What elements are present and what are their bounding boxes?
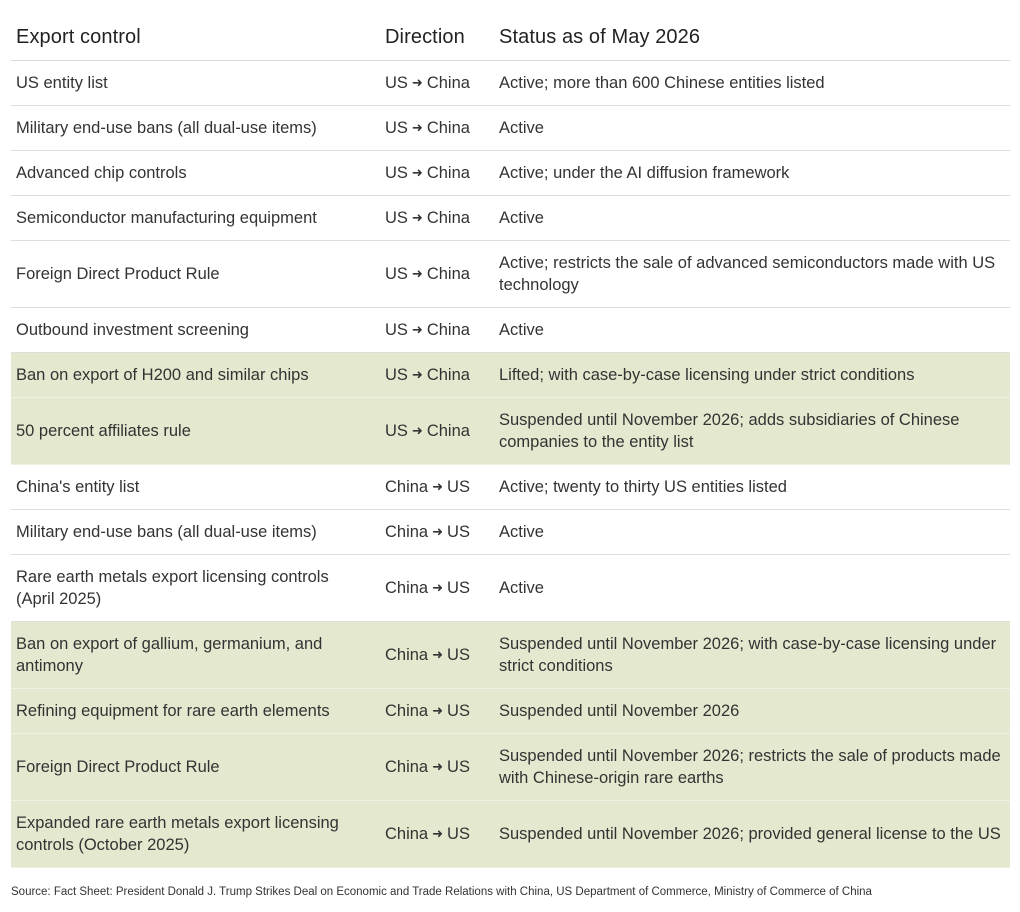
table-row (11, 465, 1010, 510)
export-controls-table (11, 13, 1010, 868)
direction-cell (381, 364, 494, 387)
direction-to: US (447, 578, 470, 597)
direction-from: China (385, 701, 429, 720)
direction-to: US (447, 824, 470, 843)
direction-to: China (426, 320, 470, 339)
status-cell: Active (499, 321, 544, 339)
status-cell: Lifted; with case-by-case licensing under strict conditions (499, 366, 915, 384)
direction-to: China (426, 264, 470, 283)
status-cell: Active (499, 119, 544, 137)
control-cell: Ban on export of gallium, germanium, and antimony (16, 635, 323, 675)
direction-to: China (426, 163, 470, 182)
control-cell: Advanced chip controls (16, 164, 187, 182)
table-row-highlighted (11, 398, 1010, 465)
source-note: Source: Fact Sheet: President Donald J. Trump Strikes Deal on Economic and Trade Relations with China, US Department of Commerce, Ministry of Commerce of China (11, 886, 872, 898)
direction-cell (381, 700, 494, 723)
direction-from: US (385, 264, 408, 283)
arrow-right-icon: ➜ (432, 478, 444, 494)
direction-cell (381, 420, 494, 443)
table-row-highlighted (11, 353, 1010, 398)
direction-from: China (385, 645, 429, 664)
control-cell: Outbound investment screening (16, 321, 249, 339)
direction-from: China (385, 824, 429, 843)
direction-from: US (385, 421, 408, 440)
arrow-right-icon: ➜ (411, 321, 423, 337)
direction-to: US (447, 477, 470, 496)
direction-cell (381, 117, 494, 140)
arrow-right-icon: ➜ (432, 702, 444, 718)
status-cell: Active (499, 579, 544, 597)
direction-from: US (385, 320, 408, 339)
table-row-highlighted (11, 622, 1010, 689)
direction-to: US (447, 522, 470, 541)
table-row-highlighted (11, 689, 1010, 734)
status-cell: Active; more than 600 Chinese entities listed (499, 74, 825, 92)
table-row-highlighted (11, 734, 1010, 801)
direction-cell (381, 476, 494, 499)
direction-from: China (385, 522, 429, 541)
arrow-right-icon: ➜ (432, 646, 444, 662)
direction-cell (381, 263, 494, 286)
status-cell: Active (499, 209, 544, 227)
direction-to: China (426, 73, 470, 92)
direction-to: US (447, 645, 470, 664)
control-cell: Foreign Direct Product Rule (16, 265, 220, 283)
control-cell: Semiconductor manufacturing equipment (16, 209, 317, 227)
header-direction: Direction (385, 25, 465, 48)
direction-to: China (426, 365, 470, 384)
arrow-right-icon: ➜ (411, 119, 423, 135)
status-cell: Active (499, 523, 544, 541)
status-cell: Suspended until November 2026; restricts the sale of products made with Chinese-origin rare earths (499, 747, 1001, 787)
status-cell: Active; twenty to thirty US entities listed (499, 478, 787, 496)
arrow-right-icon: ➜ (411, 366, 423, 382)
status-cell: Suspended until November 2026; provided general license to the US (499, 825, 1001, 843)
direction-from: US (385, 208, 408, 227)
header-export-control: Export control (16, 25, 141, 48)
direction-cell (381, 521, 494, 544)
direction-to: US (447, 701, 470, 720)
direction-from: US (385, 163, 408, 182)
arrow-right-icon: ➜ (432, 579, 444, 595)
control-cell: US entity list (16, 74, 108, 92)
arrow-right-icon: ➜ (411, 164, 423, 180)
table-row (11, 61, 1010, 106)
table-row (11, 555, 1010, 622)
direction-cell (381, 756, 494, 779)
status-cell: Active; under the AI diffusion framework (499, 164, 790, 182)
direction-to: China (426, 118, 470, 137)
arrow-right-icon: ➜ (411, 422, 423, 438)
direction-to: China (426, 208, 470, 227)
direction-cell (381, 72, 494, 95)
direction-to: China (426, 421, 470, 440)
status-cell: Suspended until November 2026; with case-by-case licensing under strict conditions (499, 635, 997, 675)
header-status: Status as of May 2026 (499, 25, 701, 48)
direction-cell (381, 207, 494, 230)
table-row (11, 196, 1010, 241)
direction-to: US (447, 757, 470, 776)
status-cell: Suspended until November 2026 (499, 702, 740, 720)
table-row (11, 106, 1010, 151)
control-cell: 50 percent affiliates rule (16, 422, 191, 440)
table-row (11, 241, 1010, 308)
direction-cell (381, 319, 494, 342)
control-cell: Military end-use bans (all dual-use items) (16, 119, 317, 137)
table-row (11, 510, 1010, 555)
arrow-right-icon: ➜ (432, 758, 444, 774)
direction-from: China (385, 578, 429, 597)
control-cell: Foreign Direct Product Rule (16, 758, 220, 776)
direction-from: US (385, 73, 408, 92)
direction-from: China (385, 477, 429, 496)
control-cell: Rare earth metals export licensing controls (April 2025) (16, 568, 329, 608)
direction-cell (381, 823, 494, 846)
direction-cell (381, 644, 494, 667)
status-cell: Suspended until November 2026; adds subsidiaries of Chinese companies to the entity list (499, 411, 960, 451)
control-cell: Refining equipment for rare earth elements (16, 702, 330, 720)
arrow-right-icon: ➜ (432, 523, 444, 539)
arrow-right-icon: ➜ (411, 74, 423, 90)
control-cell: China's entity list (16, 478, 140, 496)
table-row (11, 308, 1010, 353)
table-header (11, 13, 1010, 61)
control-cell: Military end-use bans (all dual-use items) (16, 523, 317, 541)
arrow-right-icon: ➜ (411, 209, 423, 225)
control-cell: Expanded rare earth metals export licensing controls (October 2025) (16, 814, 339, 854)
arrow-right-icon: ➜ (432, 825, 444, 841)
status-cell: Active; restricts the sale of advanced semiconductors made with US technology (499, 254, 996, 294)
direction-from: US (385, 365, 408, 384)
control-cell: Ban on export of H200 and similar chips (16, 366, 309, 384)
table-row (11, 151, 1010, 196)
direction-cell (381, 162, 494, 185)
direction-from: China (385, 757, 429, 776)
arrow-right-icon: ➜ (411, 265, 423, 281)
direction-from: US (385, 118, 408, 137)
table-row-highlighted (11, 801, 1010, 868)
direction-cell (381, 577, 494, 600)
